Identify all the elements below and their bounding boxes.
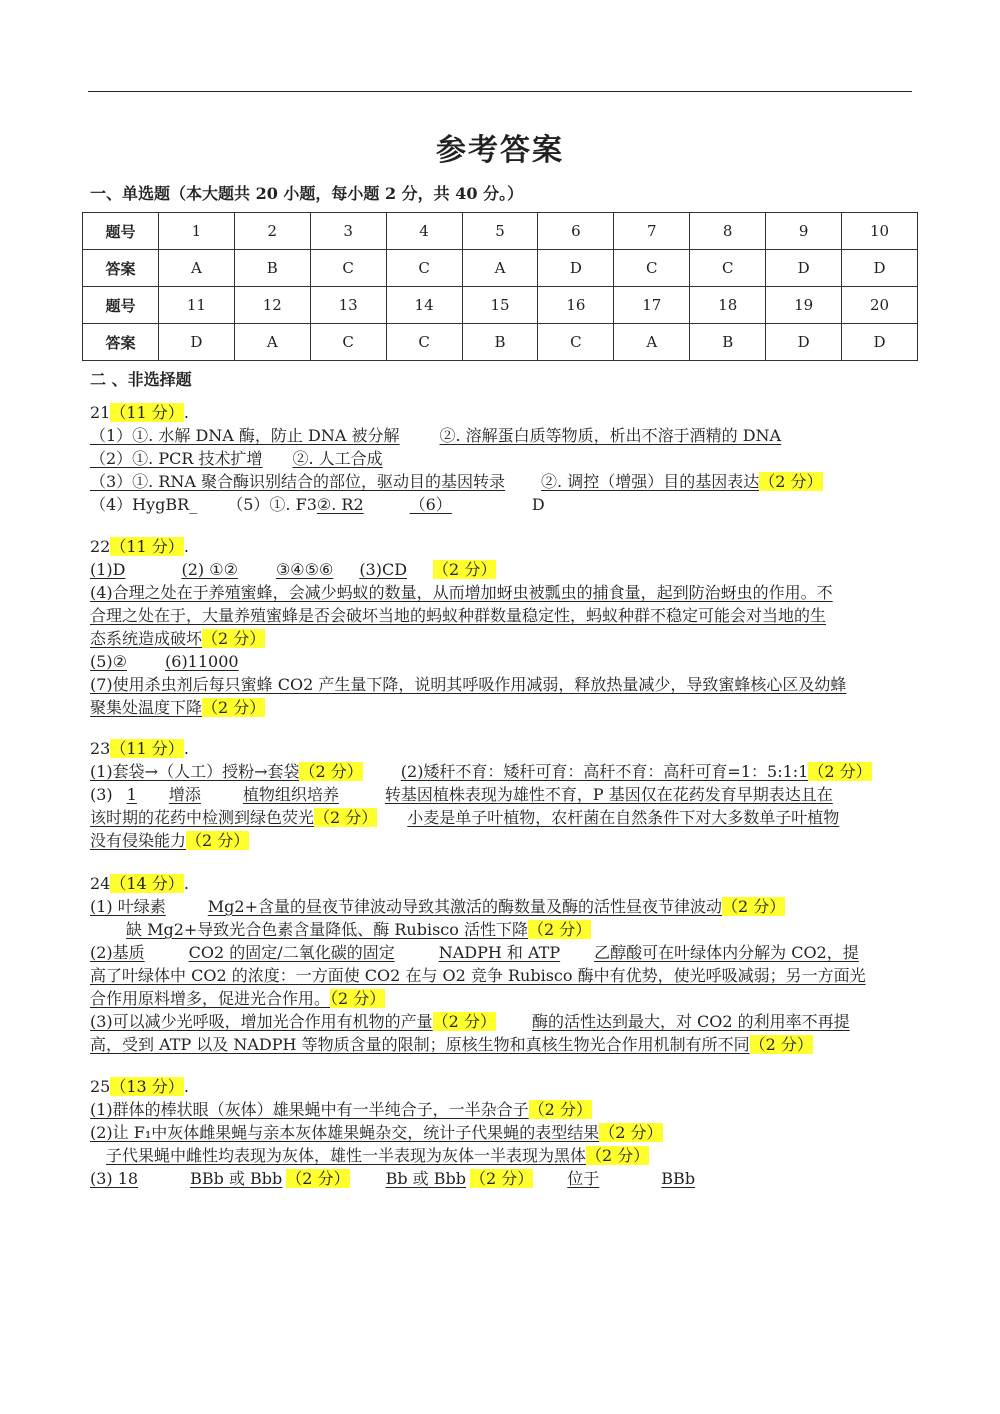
table-cell-question-number: 8 bbox=[690, 213, 766, 250]
q24-heading: 24（14 分）. bbox=[90, 874, 189, 893]
q21-answer-3a: （3）①. RNA 聚合酶识别结合的部位，驱动目的基因转录 bbox=[90, 472, 506, 491]
answer-table bbox=[82, 212, 918, 361]
score-tag: （2 分） bbox=[202, 698, 266, 717]
table-cell-answer: C bbox=[386, 324, 462, 361]
score-tag: （2 分） bbox=[528, 920, 592, 939]
q24-answer-1c: 缺 Mg2+导致光合色素含量降低、酶 Rubisco 活性下降 bbox=[126, 920, 528, 939]
table-cell-answer: C bbox=[386, 250, 462, 287]
q21-number: 21 bbox=[90, 403, 111, 422]
score-tag: （2 分） bbox=[808, 762, 872, 781]
table-row-question-numbers bbox=[83, 213, 918, 250]
q24-line-7 bbox=[90, 1034, 813, 1056]
score-tag: （2 分） bbox=[202, 629, 266, 648]
q25-line-3 bbox=[106, 1145, 649, 1167]
q24-answer-1a: (1) 叶绿素 bbox=[90, 897, 166, 916]
q23-answer-3d-line-2: 该时期的花药中检测到绿色荧光 bbox=[90, 808, 315, 827]
table-cell-question-number: 14 bbox=[386, 287, 462, 324]
score-tag: （2 分） bbox=[432, 1012, 496, 1031]
table-cell-question-number: 10 bbox=[842, 213, 918, 250]
q23-answer-3a: 1 bbox=[126, 785, 137, 804]
table-cell-answer: D bbox=[842, 324, 918, 361]
q24-line-5 bbox=[90, 988, 385, 1010]
section-heading-non-choice: 二 、非选择题 bbox=[90, 370, 192, 389]
q24-answer-2d-line-3: 合作用原料增多，促进光合作用。 bbox=[90, 989, 331, 1008]
q22-score: （11 分） bbox=[110, 537, 184, 556]
q25-answer-2b: 子代果蝇中雌性均表现为灰体，雄性一半表现为灰体一半表现为黑体 bbox=[106, 1146, 587, 1165]
score-tag: （2 分） bbox=[299, 762, 363, 781]
q21-line-1 bbox=[90, 425, 781, 447]
q24-answer-2b: CO2 的固定/二氧化碳的固定 bbox=[188, 943, 395, 962]
q21-answer-1b: ②. 溶解蛋白质等物质，析出不溶于酒精的 DNA bbox=[439, 426, 782, 445]
q22-answer-7-line-1: (7)使用杀虫剂后每只蜜蜂 CO2 产生量下降，说明其呼吸作用减弱，释放热量减少，导致蜜蜂核心区及幼蜂 bbox=[90, 675, 847, 694]
table-cell-answer: D bbox=[766, 324, 842, 361]
table-cell-question-number: 5 bbox=[462, 213, 538, 250]
q22-answer-3: (3)CD bbox=[359, 560, 408, 579]
table-cell-question-number: 9 bbox=[766, 213, 842, 250]
q24-answer-2c: NADPH 和 ATP bbox=[438, 943, 561, 962]
table-cell-answer: C bbox=[310, 250, 386, 287]
q23-answer-3c: 植物组织培养 bbox=[242, 785, 339, 804]
score-tag: （2 分） bbox=[286, 1169, 350, 1188]
q22-answer-5: (5)② bbox=[90, 652, 128, 671]
table-cell-question-number: 7 bbox=[614, 213, 690, 250]
q22-answer-4-line-2: 合理之处在于，大量养殖蜜蜂是否会破坏当地的蚂蚁种群数量稳定性，蚂蚁种群不稳定可能会对当地的生 bbox=[90, 606, 827, 625]
q23-answer-3e-line-1: 小麦是单子叶植物，农杆菌在自然条件下对大多数单子叶植物 bbox=[407, 808, 840, 827]
table-cell-question-number: 1 bbox=[158, 213, 234, 250]
table-cell-answer: C bbox=[690, 250, 766, 287]
page-title: 参考答案 bbox=[436, 133, 564, 168]
table-cell-question-number: 17 bbox=[614, 287, 690, 324]
table-cell-question-number: 19 bbox=[766, 287, 842, 324]
table-cell-question-number: 11 bbox=[158, 287, 234, 324]
q24-answer-3b-line-2: 高，受到 ATP 以及 NADPH 等物质含量的限制；原核生物和真核生物光合作用机制有所不同 bbox=[90, 1035, 750, 1054]
table-cell-answer: D bbox=[158, 324, 234, 361]
q21-answer-2a: （2）①. PCR 技术扩增 bbox=[90, 449, 263, 468]
q23-score: （11 分） bbox=[110, 739, 184, 758]
table-cell-answer: A bbox=[234, 324, 310, 361]
score-tag: （2 分） bbox=[586, 1146, 650, 1165]
table-header-question-number: 题号 bbox=[83, 287, 159, 324]
q22-line-7 bbox=[90, 697, 265, 719]
q24-answer-3b-line-1: 酶的活性达到最大，对 CO2 的利用率不再提 bbox=[531, 1012, 850, 1031]
table-header-answer: 答案 bbox=[83, 250, 159, 287]
q23-line-4 bbox=[90, 830, 249, 852]
q21-answer-1a: （1）①. 水解 DNA 酶，防止 DNA 被分解 bbox=[90, 426, 400, 445]
q24-line-2 bbox=[126, 919, 591, 941]
q22-answer-6: (6)11000 bbox=[165, 652, 239, 671]
table-cell-question-number: 13 bbox=[310, 287, 386, 324]
q23-answer-3e-line-2: 没有侵染能力 bbox=[90, 831, 187, 850]
q21-answer-6-label: D bbox=[531, 495, 545, 514]
q21-answer-2b: ②. 人工合成 bbox=[292, 449, 383, 468]
table-cell-answer: D bbox=[538, 250, 614, 287]
table-row-question-numbers bbox=[83, 287, 918, 324]
table-cell-answer: D bbox=[766, 250, 842, 287]
q24-answer-1b: Mg2+含量的昼夜节律波动导致其激活的酶数量及酶的活性昼夜节律波动 bbox=[207, 897, 722, 916]
section-heading-single-choice: 一、单选题（本大题共 20 小题，每小题 2 分，共 40 分。） bbox=[90, 184, 524, 203]
q25-answer-1: (1)群体的棒状眼（灰体）雄果蝇中有一半纯合子，一半杂合子 bbox=[90, 1100, 529, 1119]
q25-line-1 bbox=[90, 1099, 592, 1121]
q23-answer-3b: 增添 bbox=[168, 785, 201, 804]
table-cell-answer: C bbox=[614, 250, 690, 287]
table-cell-answer: A bbox=[614, 324, 690, 361]
table-cell-question-number: 6 bbox=[538, 213, 614, 250]
score-tag: （2 分） bbox=[599, 1123, 663, 1142]
q21-answer-5a: ②. R2 bbox=[316, 495, 364, 514]
q24-answer-2d-line-1: 乙醇酸可在叶绿体内分解为 CO2，提 bbox=[594, 943, 859, 962]
score-tag: （2 分） bbox=[721, 897, 786, 916]
q25-answer-3b: BBb 或 Bbb bbox=[190, 1169, 283, 1188]
q23-answer-1: (1)套袋→（人工）授粉→套袋 bbox=[90, 762, 300, 781]
score-tag: （2 分） bbox=[186, 831, 250, 850]
q25-answer-3d: 位于 bbox=[567, 1169, 600, 1188]
q24-answer-2d-line-2: 高了叶绿体中 CO2 的浓度：一方面使 CO2 在与 O2 竞争 Rubisco 酶中有优势，使光呼吸减弱；另一方面光 bbox=[90, 966, 866, 985]
q25-line-4 bbox=[90, 1168, 709, 1190]
q22-number: 22 bbox=[90, 537, 111, 556]
table-cell-answer: B bbox=[234, 250, 310, 287]
q23-line-1 bbox=[90, 761, 872, 783]
q21-heading: 21（11 分）. bbox=[90, 403, 189, 422]
table-cell-question-number: 4 bbox=[386, 213, 462, 250]
table-cell-question-number: 16 bbox=[538, 287, 614, 324]
q24-line-3 bbox=[90, 942, 859, 964]
q21-answer-6 bbox=[559, 495, 573, 514]
q24-answer-2a: (2)基质 bbox=[90, 943, 145, 962]
q22-line-1 bbox=[90, 559, 496, 581]
q24-line-6 bbox=[90, 1011, 850, 1033]
q25-answer-3c: Bb 或 Bbb bbox=[385, 1169, 466, 1188]
q22-line-5 bbox=[90, 651, 269, 673]
q25-number: 25 bbox=[90, 1077, 111, 1096]
table-row-answers bbox=[83, 250, 918, 287]
q23-line-3 bbox=[90, 807, 839, 829]
table-cell-answer: C bbox=[310, 324, 386, 361]
q25-score: （13 分） bbox=[110, 1077, 184, 1096]
q21-answer-5b: （6） bbox=[409, 495, 452, 514]
table-cell-question-number: 2 bbox=[234, 213, 310, 250]
table-cell-answer: C bbox=[538, 324, 614, 361]
q24-line-1 bbox=[90, 896, 785, 918]
score-tag: （2 分） bbox=[749, 1035, 813, 1054]
table-cell-question-number: 15 bbox=[462, 287, 538, 324]
score-tag: （2 分） bbox=[528, 1100, 592, 1119]
q24-number: 24 bbox=[90, 874, 111, 893]
q21-line-4 bbox=[90, 494, 573, 516]
q24-score: （14 分） bbox=[110, 874, 184, 893]
q21-answer-5-label: （5）①. F3 bbox=[227, 495, 317, 514]
table-cell-question-number: 20 bbox=[842, 287, 918, 324]
table-header-answer: 答案 bbox=[83, 324, 159, 361]
q24-answer-3a: (3)可以减少光呼吸，增加光合作用有机物的产量 bbox=[90, 1012, 433, 1031]
q25-answer-3e: BBb bbox=[661, 1169, 696, 1188]
q22-answer-2b: ③④⑤⑥ bbox=[275, 560, 334, 579]
q22-answer-4-line-3: 态系统造成破坏 bbox=[90, 629, 203, 648]
q25-line-2 bbox=[90, 1122, 663, 1144]
q23-line-2 bbox=[90, 784, 833, 806]
table-cell-answer: B bbox=[690, 324, 766, 361]
q21-score: （11 分） bbox=[110, 403, 184, 422]
q22-answer-4-line-1: (4)合理之处在于养殖蜜蜂，会减少蚂蚁的数量，从而增加蚜虫被瓢虫的捕食量，起到防治蚜虫的作用。不 bbox=[90, 583, 833, 602]
q21-line-2 bbox=[90, 448, 383, 470]
score-tag: （2 分） bbox=[759, 472, 823, 491]
table-header-question-number: 题号 bbox=[83, 213, 159, 250]
q25-answer-2a: (2)让 F₁中灰体雌果蝇与亲本灰体雄果蝇杂交，统计子代果蝇的表型结果 bbox=[90, 1123, 600, 1142]
q23-number: 23 bbox=[90, 739, 111, 758]
q22-answer-7-line-2: 聚集处温度下降 bbox=[90, 698, 203, 717]
q21-line-3 bbox=[90, 471, 823, 493]
q25-answer-3a: (3) 18 bbox=[90, 1169, 139, 1188]
q21-answer-4: （4）HygBR_ bbox=[90, 495, 198, 514]
q23-answer-3d-line-1: 转基因植株表现为雄性不育，P 基因仅在花药发育早期表达且在 bbox=[384, 785, 833, 804]
q21-answer-3b: ②. 调控（增强）目的基因表达 bbox=[541, 472, 760, 491]
table-cell-answer: D bbox=[842, 250, 918, 287]
table-row-answers bbox=[83, 324, 918, 361]
q22-line-4 bbox=[90, 628, 265, 650]
table-cell-answer: A bbox=[158, 250, 234, 287]
q23-answer-2: (2)矮秆不育：矮秆可育：高秆不育：高秆可育=1：5:1:1 bbox=[400, 762, 809, 781]
q22-heading: 22（11 分）. bbox=[90, 537, 189, 556]
score-tag: （2 分） bbox=[470, 1169, 534, 1188]
table-cell-question-number: 12 bbox=[234, 287, 310, 324]
table-cell-question-number: 18 bbox=[690, 287, 766, 324]
q23-heading: 23（11 分）. bbox=[90, 739, 189, 758]
score-tag: （2 分） bbox=[433, 560, 497, 579]
q22-answer-1: (1)D bbox=[90, 560, 126, 579]
table-cell-answer: A bbox=[462, 250, 538, 287]
score-tag: （2 分） bbox=[330, 989, 386, 1008]
table-cell-question-number: 3 bbox=[310, 213, 386, 250]
table-cell-answer: B bbox=[462, 324, 538, 361]
q23-answer-3-label: (3) bbox=[90, 785, 113, 804]
q25-heading: 25（13 分）. bbox=[90, 1077, 189, 1096]
score-tag: （2 分） bbox=[314, 808, 378, 827]
q22-answer-2a: (2) ①② bbox=[181, 560, 238, 579]
header-rule bbox=[88, 91, 912, 92]
